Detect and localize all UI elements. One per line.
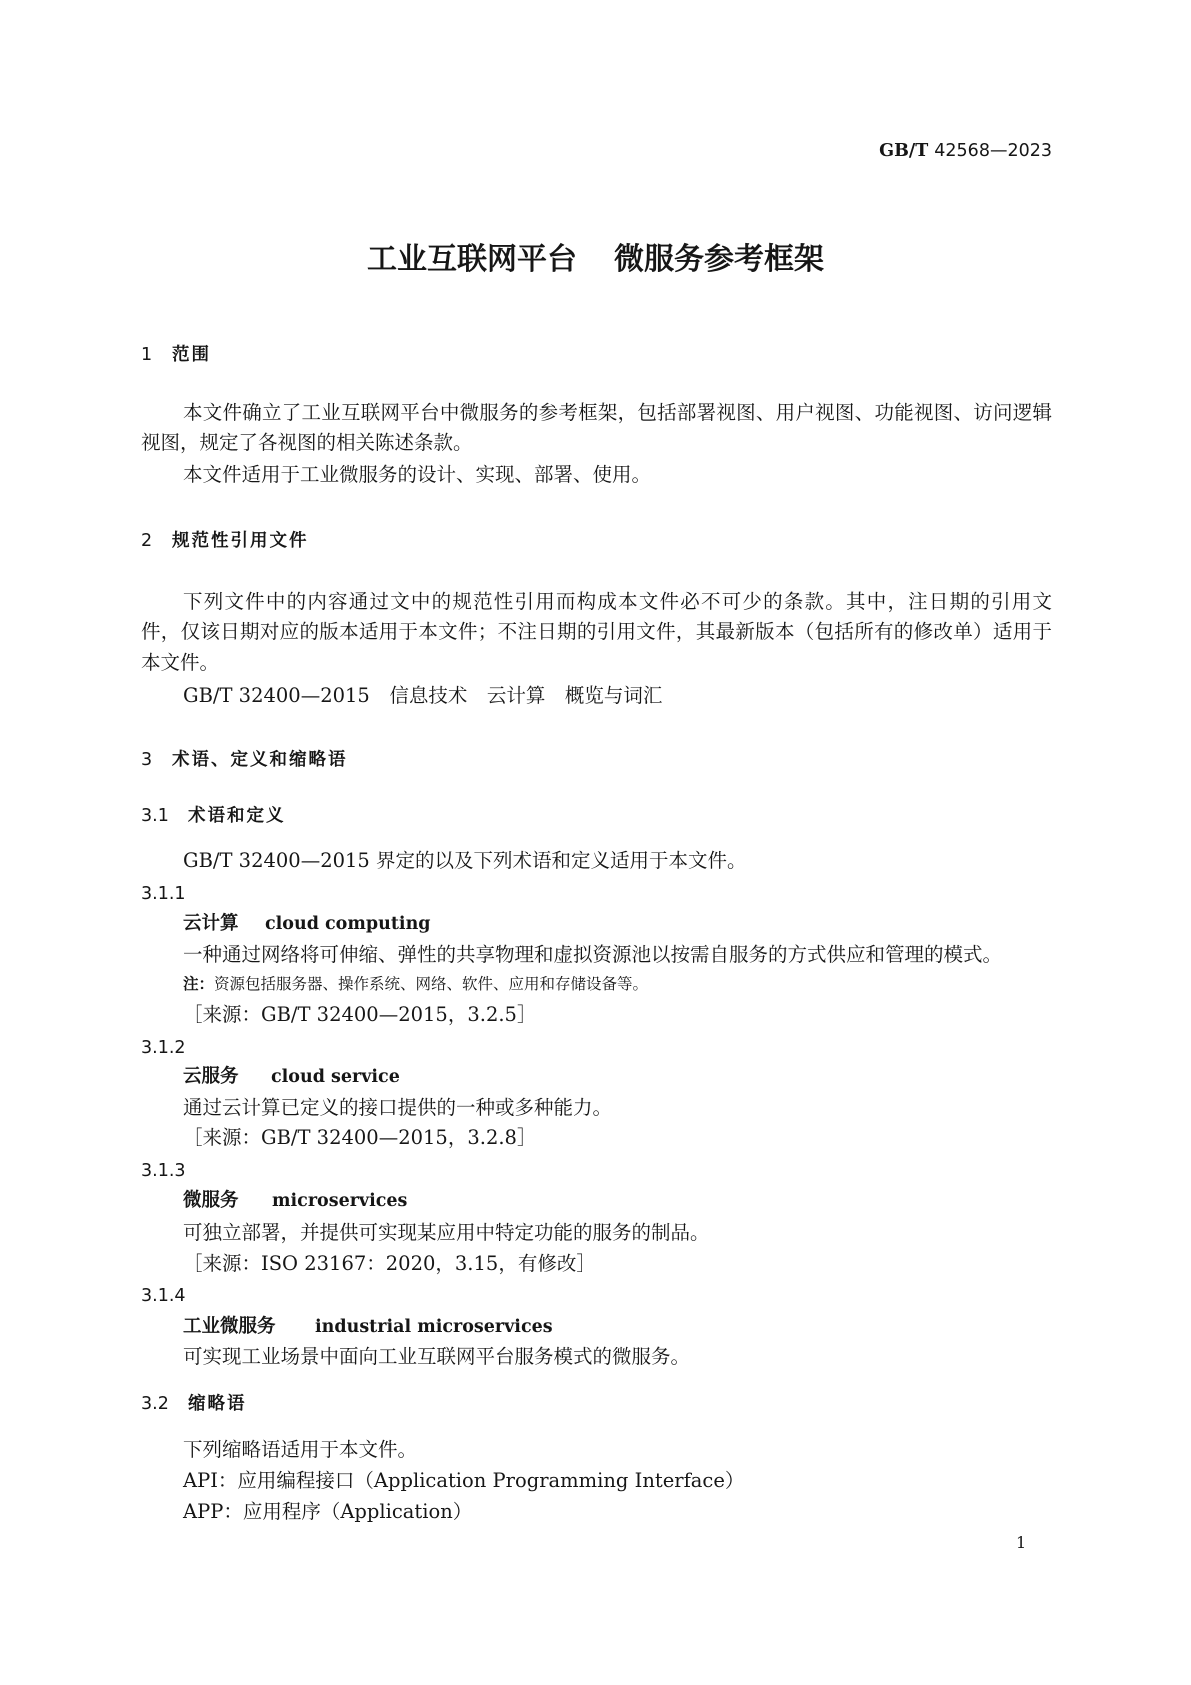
paragraph-line: 下列文件中的内容通过文中的规范性引用而构成本文件必不可少的条款。其中，注日期的引用文 [183, 590, 1052, 613]
section-heading-scope: 范围 [172, 345, 211, 365]
abbreviation-item: API：应用编程接口（Application Programming Interface） [183, 1469, 745, 1492]
subsection-number: 3.2 [141, 1394, 169, 1414]
term-id: 3.1.4 [141, 1286, 186, 1306]
note-label: 注： [183, 975, 215, 993]
subsection-heading-abbreviations: 缩略语 [188, 1394, 247, 1414]
subsection-heading-definitions: 术语和定义 [188, 806, 286, 826]
section-number: 3 [141, 750, 153, 770]
subsection-number: 3.1 [141, 806, 169, 826]
standard-number: 42568—2023 [934, 141, 1052, 161]
page-number: 1 [1016, 1533, 1027, 1552]
paragraph: GB/T 32400—2015 界定的以及下列术语和定义适用于本文件。 [183, 849, 747, 872]
term-id: 3.1.1 [141, 884, 186, 904]
term-chinese: 微服务 [183, 1190, 239, 1211]
term-definition: 可实现工业场景中面向工业互联网平台服务模式的微服务。 [183, 1345, 691, 1368]
document-title-sub: 微服务参考框架 [614, 242, 824, 277]
note-text: 资源包括服务器、操作系统、网络、软件、应用和存储设备等。 [214, 975, 649, 993]
term-definition: 通过云计算已定义的接口提供的一种或多种能力。 [183, 1096, 613, 1119]
standard-number-header [879, 142, 1052, 160]
paragraph-line: 件，仅该日期对应的版本适用于本文件；不注日期的引用文件，其最新版本（包括所有的修改单）适用于 [141, 620, 1052, 643]
term-note [183, 976, 648, 992]
term-english: cloud service [271, 1067, 400, 1087]
paragraph-line: 本文件确立了工业互联网平台中微服务的参考框架，包括部署视图、用户视图、功能视图、访问逻辑 [183, 401, 1052, 424]
document-title-main: 工业互联网平台 [367, 242, 577, 277]
term-english: industrial microservices [315, 1317, 553, 1337]
term-definition: 一种通过网络将可伸缩、弹性的共享物理和虚拟资源池以按需自服务的方式供应和管理的模式。 [183, 943, 1003, 966]
term-source: ［来源：GB/T 32400—2015，3.2.5］ [183, 1003, 537, 1026]
term-source: ［来源：ISO 23167：2020，3.15，有修改］ [183, 1252, 596, 1275]
term-chinese: 云计算 [183, 913, 239, 934]
section-number: 1 [141, 345, 153, 365]
paragraph-line: 本文件。 [141, 651, 220, 674]
abbreviation-item: APP：应用程序（Application） [183, 1500, 473, 1523]
term-chinese: 工业微服务 [183, 1316, 276, 1337]
standard-prefix: GB/T [879, 141, 929, 161]
term-id: 3.1.3 [141, 1161, 186, 1181]
section-heading-terms: 术语、定义和缩略语 [172, 750, 348, 770]
term-definition: 可独立部署，并提供可实现某应用中特定功能的服务的制品。 [183, 1221, 710, 1244]
reference-item: GB/T 32400—2015 信息技术 云计算 概览与词汇 [183, 684, 663, 707]
term-id: 3.1.2 [141, 1038, 186, 1058]
term-source: ［来源：GB/T 32400—2015，3.2.8］ [183, 1126, 537, 1149]
paragraph-line: 视图，规定了各视图的相关陈述条款。 [141, 431, 473, 454]
term-chinese: 云服务 [183, 1066, 239, 1087]
section-number: 2 [141, 531, 153, 551]
term-english: cloud computing [265, 914, 431, 934]
paragraph: 本文件适用于工业微服务的设计、实现、部署、使用。 [183, 463, 652, 486]
paragraph: 下列缩略语适用于本文件。 [183, 1438, 418, 1461]
section-heading-normative-references: 规范性引用文件 [172, 531, 309, 551]
term-english: microservices [272, 1191, 408, 1211]
